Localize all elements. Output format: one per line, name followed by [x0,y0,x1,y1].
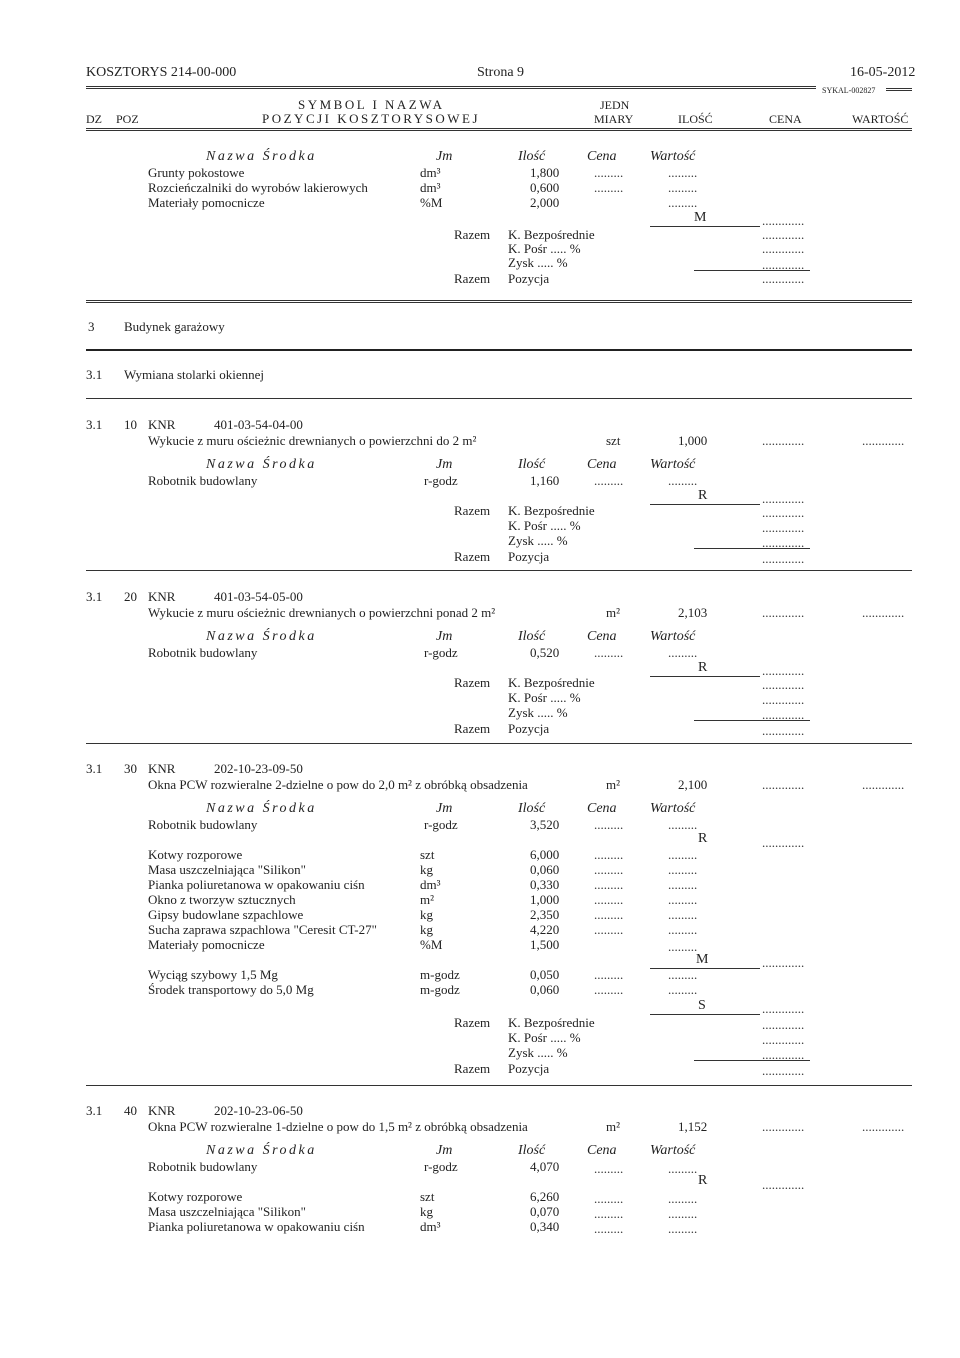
position-rule [86,1085,912,1086]
resource-name: Środek transportowy do 5,0 Mg [148,982,314,997]
resource-qty: 3,520 [530,817,560,832]
position-qty: 1,000 [678,433,708,448]
resource-unit: m-godz [420,982,460,997]
wartosc-header: Wartość [650,149,696,164]
jm-header: Jm [436,801,453,816]
position-code: 202-10-23-09-50 [214,761,303,776]
resource-unit: kg [420,1204,433,1219]
zysk: Zysk ..... % [508,533,568,548]
resource-qty: 2,350 [530,907,560,922]
section-rule [86,300,912,303]
position-base: KNR [148,417,176,432]
nazwa-header: Nazwa Środka [206,149,317,164]
wartosc-header: Wartość [650,1143,696,1158]
resource-unit: dm³ [420,180,441,195]
col-jedn: JEDN [600,98,630,112]
position-description: Wykucie z muru ościeżnic drewnianych o powierzchni do 2 m² [148,433,477,448]
col-ilosc: ILOŚĆ [678,112,713,126]
pozycja: Pozycja [508,721,550,736]
resource-unit: kg [420,922,433,937]
group-s: S [698,998,706,1013]
col-poz: POZ [116,112,139,126]
resource-qty: 0,520 [530,645,560,660]
resource-unit: dm³ [420,1219,441,1234]
k-bezposrednie: K. Bezpośrednie [508,675,595,690]
nazwa-header: Nazwa Środka [206,629,317,644]
position-base: KNR [148,761,176,776]
resource-name: Wyciąg szybowy 1,5 Mg [148,967,278,982]
resource-name: Okno z tworzyw sztucznych [148,892,296,907]
resource-qty: 1,160 [530,473,560,488]
jm-header: Jm [436,457,453,472]
resource-qty: 0,340 [530,1219,560,1234]
resource-name: Pianka poliuretanowa w opakowaniu ciśn [148,877,365,892]
section-title: Budynek garażowy [124,319,225,334]
ilosc-header: Ilość [518,1143,546,1158]
jm-header: Jm [436,1143,453,1158]
group-m: M [696,952,709,967]
resource-qty: 0,330 [530,877,560,892]
jm-header: Jm [436,149,453,164]
position-description: Okna PCW rozwieralne 2-dzielne o pow do 2,0 m² z obróbką obsadzenia [148,777,528,792]
resource-name: Robotnik budowlany [148,645,258,660]
k-posrednie: K. Pośr ..... % [508,1030,581,1045]
position-number: 30 [124,761,137,776]
position-dz: 3.1 [86,761,103,776]
resource-qty: 0,600 [530,180,560,195]
resource-name: Pianka poliuretanowa w opakowaniu ciśn [148,1219,365,1234]
position-unit: m² [606,605,621,620]
ilosc-header: Ilość [518,149,546,164]
razem-label: Razem [454,271,491,286]
cena-header: Cena [587,1143,617,1158]
wartosc-header: Wartość [650,457,696,472]
zysk: Zysk ..... % [508,255,568,270]
section-rule [86,349,912,351]
razem-label: Razem [454,503,491,518]
pozycja: Pozycja [508,1061,550,1076]
position-dz: 3.1 [86,1103,103,1118]
resource-qty: 0,050 [530,967,560,982]
position-unit: szt [606,433,621,448]
resource-name: Masa uszczelniająca "Silikon" [148,862,306,877]
position-number: 20 [124,589,137,604]
position-number: 10 [124,417,137,432]
section-number: 3.1 [86,367,103,382]
resource-name: Robotnik budowlany [148,817,258,832]
resource-unit: szt [420,1189,435,1204]
page-number: Strona 9 [477,65,525,80]
group-r: R [698,660,708,675]
resource-unit: r-godz [424,645,458,660]
razem-label: Razem [454,721,491,736]
resource-unit: dm³ [420,165,441,180]
razem-label: Razem [454,549,491,564]
group-r: R [698,831,708,846]
doc-date: 16-05-2012 [850,65,916,80]
k-bezposrednie: K. Bezpośrednie [508,1015,595,1030]
col-pozycji: POZYCJI KOSZTORYSOWEJ [262,111,481,126]
doc-code: SYKAL-002827 [822,86,876,95]
resource-name: Gipsy budowlane szpachlowe [148,907,304,922]
header-bottom-rule [86,128,912,131]
resource-name: Materiały pomocnicze [148,195,265,210]
k-posrednie: K. Pośr ..... % [508,518,581,533]
resource-unit: dm³ [420,877,441,892]
position-dz: 3.1 [86,589,103,604]
jm-header: Jm [436,629,453,644]
resource-name: Rozcieńczalniki do wyrobów lakierowych [148,180,368,195]
resource-qty: 0,060 [530,982,560,997]
resource-name: Robotnik budowlany [148,473,258,488]
position-qty: 2,100 [678,777,708,792]
col-miary: MIARY [594,112,634,126]
zysk: Zysk ..... % [508,705,568,720]
razem-label: Razem [454,675,491,690]
position-description: Wykucie z muru ościeżnic drewnianych o powierzchni ponad 2 m² [148,605,496,620]
resource-qty: 0,070 [530,1204,560,1219]
doc-title: KOSZTORYS 214-00-000 [86,65,237,80]
resource-unit: %M [420,195,443,210]
k-bezposrednie: K. Bezpośrednie [508,227,595,242]
position-dz: 3.1 [86,417,103,432]
k-posrednie: K. Pośr ..... % [508,690,581,705]
resource-name: Sucha zaprawa szpachlowa "Ceresit CT-27" [148,922,377,937]
position-code: 401-03-54-04-00 [214,417,303,432]
resource-qty: 4,070 [530,1159,560,1174]
cena-header: Cena [587,629,617,644]
resource-unit: szt [420,847,435,862]
resource-qty: 6,260 [530,1189,560,1204]
resource-qty: 2,000 [530,195,560,210]
group-m: M [694,210,707,225]
position-code: 401-03-54-05-00 [214,589,303,604]
resource-qty: 1,000 [530,892,560,907]
resource-qty: 4,220 [530,922,560,937]
position-code: 202-10-23-06-50 [214,1103,303,1118]
resource-name: Materiały pomocnicze [148,937,265,952]
k-bezposrednie: K. Bezpośrednie [508,503,595,518]
col-cena: CENA [769,112,802,126]
cena-header: Cena [587,457,617,472]
resource-name: Masa uszczelniająca "Silikon" [148,1204,306,1219]
nazwa-header: Nazwa Środka [206,1143,317,1158]
group-r: R [698,488,708,503]
resource-unit: r-godz [424,1159,458,1174]
col-symbol: SYMBOL I NAZWA [298,97,445,112]
zysk: Zysk ..... % [508,1045,568,1060]
resource-name: Kotwy rozporowe [148,847,243,862]
cena-header: Cena [587,149,617,164]
resource-qty: 1,500 [530,937,560,952]
section-number: 3 [88,319,95,334]
resource-unit: r-godz [424,473,458,488]
position-number: 40 [124,1103,137,1118]
col-dz: DZ [86,112,102,126]
ilosc-header: Ilość [518,801,546,816]
razem-label: Razem [454,227,491,242]
nazwa-header: Nazwa Środka [206,801,317,816]
col-wartosc: WARTOŚĆ [852,112,909,126]
position-unit: m² [606,1119,621,1134]
pozycja: Pozycja [508,271,550,286]
ilosc-header: Ilość [518,629,546,644]
resource-unit: m² [420,892,435,907]
razem-label: Razem [454,1015,491,1030]
resource-name: Robotnik budowlany [148,1159,258,1174]
cena-header: Cena [587,801,617,816]
resource-qty: 6,000 [530,847,560,862]
resource-unit: r-godz [424,817,458,832]
wartosc-header: Wartość [650,801,696,816]
position-base: KNR [148,1103,176,1118]
wartosc-header: Wartość [650,629,696,644]
resource-unit: m-godz [420,967,460,982]
position-rule [86,570,912,571]
section-title: Wymiana stolarki okiennej [124,367,265,382]
razem-label: Razem [454,1061,491,1076]
resource-unit: kg [420,907,433,922]
header-rule [86,86,816,89]
pozycja: Pozycja [508,549,550,564]
section-rule [86,398,912,399]
resource-unit: kg [420,862,433,877]
resource-name: Grunty pokostowe [148,165,245,180]
nazwa-header: Nazwa Środka [206,457,317,472]
position-qty: 2,103 [678,605,708,620]
k-posrednie: K. Pośr ..... % [508,241,581,256]
resource-name: Kotwy rozporowe [148,1189,243,1204]
position-description: Okna PCW rozwieralne 1-dzielne o pow do 1,5 m² z obróbką obsadzenia [148,1119,528,1134]
resource-qty: 1,800 [530,165,560,180]
ilosc-header: Ilość [518,457,546,472]
resource-unit: %M [420,937,443,952]
resource-qty: 0,060 [530,862,560,877]
group-r: R [698,1173,708,1188]
position-qty: 1,152 [678,1119,708,1134]
position-base: KNR [148,589,176,604]
position-unit: m² [606,777,621,792]
position-rule [86,743,912,744]
